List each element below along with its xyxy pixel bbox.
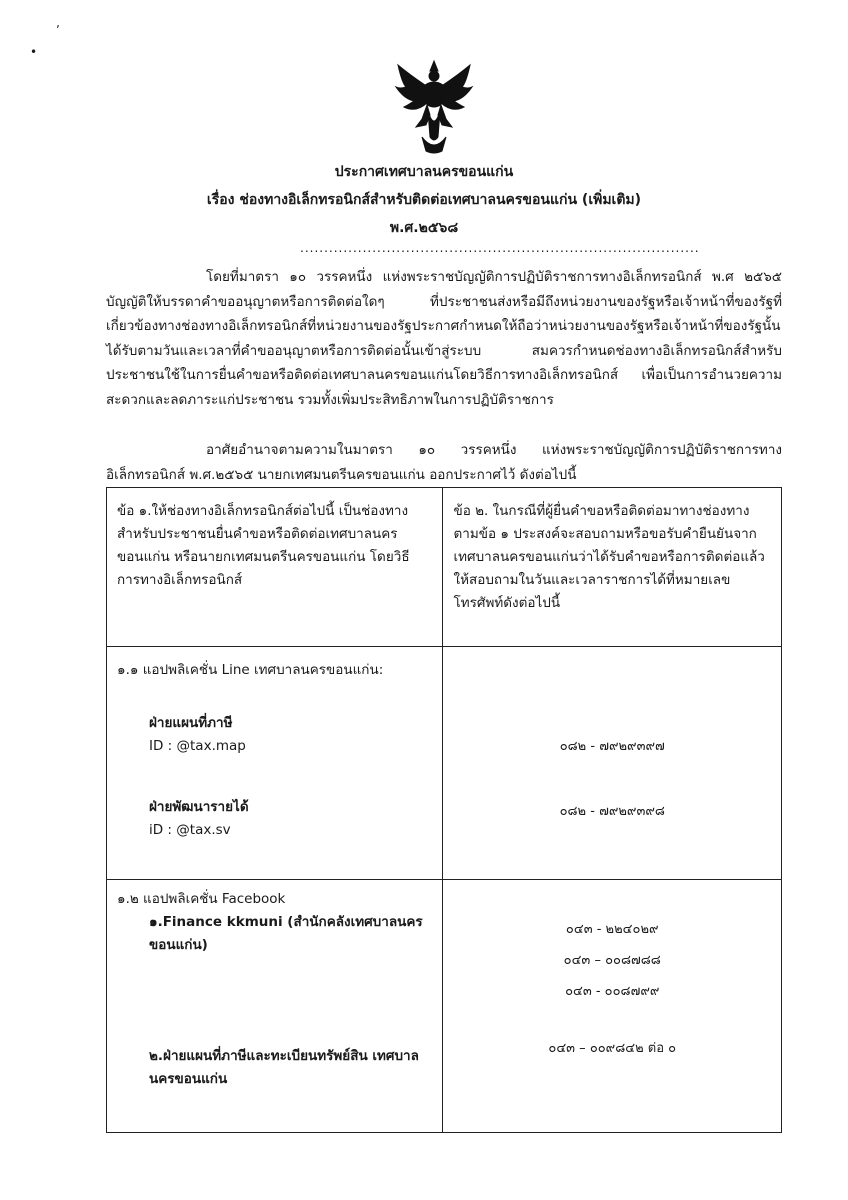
paragraph-text: โดยที่มาตรา ๑๐ วรรคหนึ่ง แห่งพระราชบัญญัติการปฏิบัติราชการทางอิเล็กทรอนิกส์ พ.ศ ๒๕๖๕ บัญญัติให้บรรดาคำขออนุญาตหรือการติดต่อใดๆ ที่ประชาชนส่งหรือมีถึงหน่วยงานของรัฐหรือเจ้าหน้าที่ของรัฐที่เกี่ยวข้องทางช่องทางอิเล็กทรอนิกส์ที่หน่วยงานของรัฐประกาศกำหนดให้ถือว่าหน่วยงานของรัฐหรือเจ้าหน้าที่ของรัฐนั้นได้รับตามวันและเวลาที่คำขออนุญาตหรือการติดต่อนั้นเข้าสู่ระบบ สมควรกำหนดช่องทางอิเล็กทรอนิกส์สำหรับประชาชนใช้ในการยื่นคำขอหรือติดต่อเทศบาลนครขอนแก่นโดยวิธีการทางอิเล็กทรอนิกส์ เพื่อเป็นการอำนวยความสะดวกและลดภาระแก่ประชาชน รวมทั้งเพิ่มประสิทธิภาพในการปฏิบัติราชการ	[106, 269, 782, 408]
paragraph-intro	[106, 265, 782, 412]
table-cell	[443, 880, 782, 1133]
facebook-page-name: ๑.Finance kkmuni (สำนักคลังเทศบาลนครขอนแก่น)	[149, 914, 423, 953]
clause-1-text: ข้อ ๑.ให้ช่องทางอิเล็กทรอนิกส์ต่อไปนี้ เป็นช่องทางสำหรับประชาชนยื่นคำขอหรือติดต่อเทศบาลนครขอนแก่น หรือนายกเทศมนตรีนครขอนแก่น โดยวิธีการทางอิเล็กทรอนิกส์	[117, 503, 410, 588]
scan-mark: •	[30, 45, 38, 59]
clause-2-text: ข้อ ๒. ในกรณีที่ผู้ยื่นคำขอหรือติดต่อมาทางช่องทางตามข้อ ๑ ประสงค์จะสอบถามหรือขอรับคำยืนยันจากเทศบาลนครขอนแก่นว่าได้รับคำขอหรือการติดต่อแล้ว ให้สอบถามในวันและเวลาราชการได้ที่หมายเลขโทรศัพท์ดังต่อไปนี้	[453, 503, 765, 611]
table-cell	[443, 647, 782, 880]
contact-table	[106, 487, 782, 1133]
table-row	[107, 880, 782, 1133]
phone-number: ๐๔๓ – ๐๐๙๘๔๒ ต่อ ๐	[548, 1041, 677, 1056]
phone-number: ๐๘๒ - ๗๙๒๙๓๙๘	[559, 804, 665, 819]
phone-number: ๐๔๓ – ๐๐๘๗๘๘	[563, 953, 661, 968]
table-cell	[107, 880, 443, 1133]
dept-name: ฝ่ายแผนที่ภาษี	[149, 715, 233, 731]
scan-mark: ʼ	[56, 23, 60, 37]
line-id: iD : @tax.sv	[149, 822, 231, 838]
table-cell	[107, 647, 443, 880]
announcement-title: ประกาศเทศบาลนครขอนแก่น	[334, 164, 514, 180]
table-cell	[107, 488, 443, 647]
line-section-title: ๑.๑ แอปพลิเคชั่น Line เทศบาลนครขอนแก่น:	[117, 662, 384, 678]
paragraph-authority	[106, 438, 782, 487]
phone-number: ๐๔๓ - ๐๐๘๗๙๙	[565, 984, 660, 999]
facebook-section-title: ๑.๒ แอปพลิเคชั่น Facebook	[117, 891, 286, 907]
announcement-year: พ.ศ.๒๕๖๘	[389, 220, 459, 236]
line-id: ID : @tax.map	[149, 738, 246, 754]
table-cell	[443, 488, 782, 647]
phone-number: ๐๘๒ - ๗๙๒๙๓๙๗	[559, 739, 665, 754]
dotted-divider: ...................................................................................	[300, 241, 700, 255]
garuda-emblem-icon	[392, 57, 476, 157]
announcement-subject: เรื่อง ช่องทางอิเล็กทรอนิกส์สำหรับติดต่อเทศบาลนครขอนแก่น (เพิ่มเติม)	[206, 192, 642, 208]
paragraph-text: อาศัยอำนาจตามความในมาตรา ๑๐ วรรคหนึ่ง แห่งพระราชบัญญัติการปฏิบัติราชการทางอิเล็กทรอนิกส์ พ.ศ.๒๕๖๕ นายกเทศมนตรีนครขอนแก่น ออกประกาศไว้ ดังต่อไปนี้	[106, 442, 782, 483]
facebook-page-name: ๒.ฝ่ายแผนที่ภาษีและทะเบียนทรัพย์สิน เทศบาลนครขอนแก่น	[149, 1048, 419, 1087]
table-row	[107, 488, 782, 647]
dept-name: ฝ่ายพัฒนารายได้	[149, 799, 249, 815]
phone-number: ๐๔๓ - ๒๒๔๐๒๙	[565, 922, 659, 937]
table-row	[107, 647, 782, 880]
